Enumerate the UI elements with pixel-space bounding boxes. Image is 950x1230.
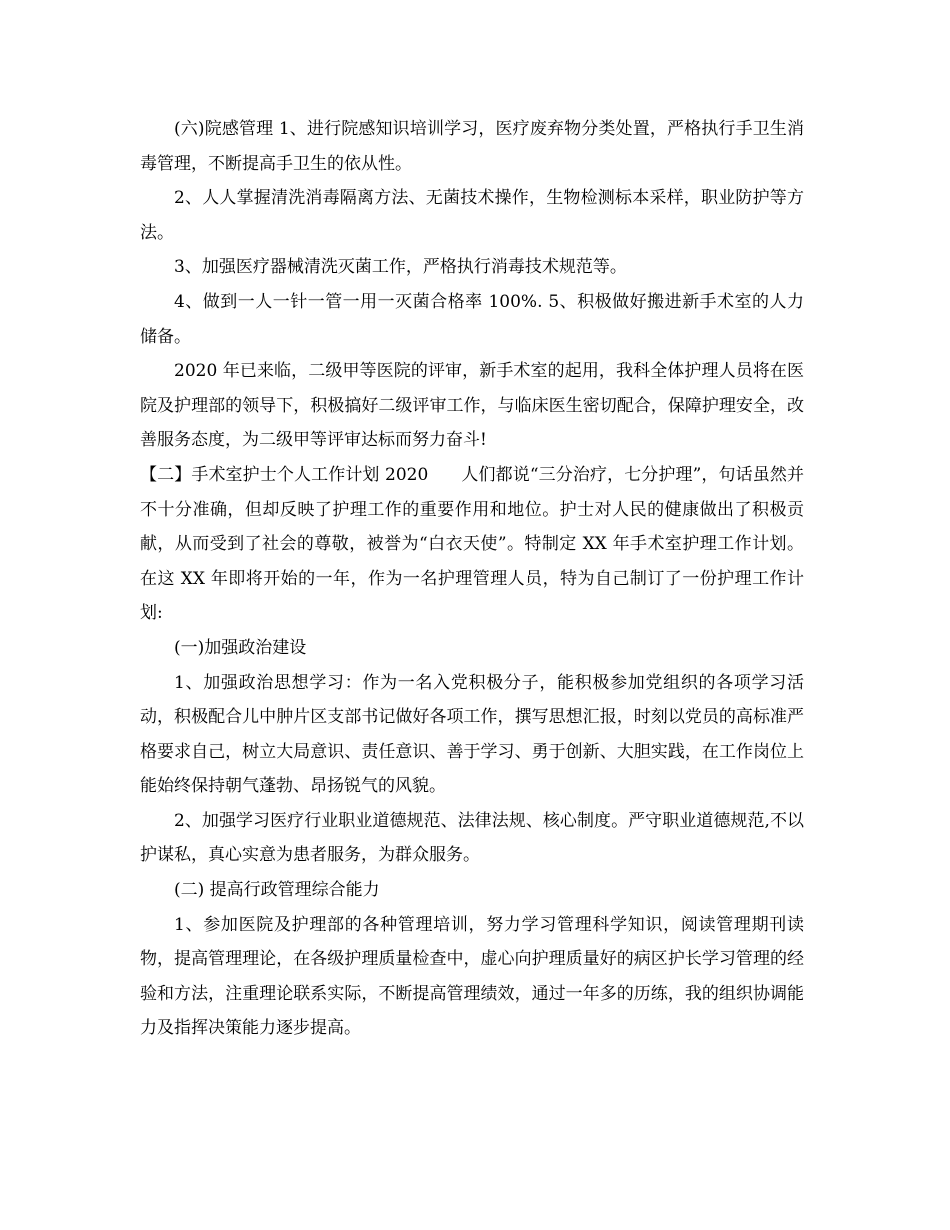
paragraph-political-heading: (一)加强政治建设: [174, 637, 307, 658]
paragraph-ethics-study: 2、加强学习医疗行业职业道德规范、法律法规、核心制度。严守职业道德规范,不以护谋私，真心实意为患者服务，为群众服务。: [140, 810, 804, 866]
paragraph-political-study: 1、加强政治思想学习：作为一名入党积极分子，能积极参加党组织的各项学习活动，积极配合儿中肿片区支部书记做好各项工作，撰写思想汇报，时刻以党员的高标准严格要求自己，树立大局意识、责任意识、善于学习、勇于创新、大胆实践，在工作岗位上能始终保持朝气蓬勃、昂扬锐气的风貌。: [140, 672, 804, 797]
paragraph-management-heading: (二) 提高行政管理综合能力: [174, 880, 380, 901]
document-body: [140, 112, 804, 1046]
paragraph-2020-outlook: 2020 年已来临，二级甲等医院的评审，新手术室的起用，我科全体护理人员将在医院及护理部的领导下，积极搞好二级评审工作，与临床医生密切配合，保障护理安全，改善服务态度，为二级甲等评审达标而努力奋斗!: [140, 361, 804, 451]
paragraph-section-two-heading: 【二】手术室护士个人工作计划 2020 人们都说“三分治疗，七分护理”，句话虽然并不十分准确，但却反映了护理工作的重要作用和地位。护士对人民的健康做出了积极贡献，从而受到了社会的尊敬，被誉为“白衣天使”。特制定 XX 年手术室护理工作计划。在这 XX 年即将开始的一年，作为一名护理管理人员，特为自己制订了一份护理工作计划:: [140, 464, 804, 624]
paragraph-instrument-sterilization: 3、加强医疗器械清洗灭菌工作，严格执行消毒技术规范等。: [174, 257, 627, 278]
paragraph-management-training: 1、参加医院及护理部的各种管理培训，努力学习管理科学知识，阅读管理期刊读物，提高管理理论，在各级护理质量检查中，虚心向护理质量好的病区护长学习管理的经验和方法，注重理论联系实际，不断提高管理绩效，通过一年多的历练，我的组织协调能力及指挥决策能力逐步提高。: [140, 914, 804, 1039]
paragraph-infection-control: (六)院感管理 1、进行院感知识培训学习，医疗废弃物分类处置，严格执行手卫生消毒管理，不断提高手卫生的依从性。: [140, 119, 804, 174]
paragraph-disinfection-methods: 2、人人掌握清洗消毒隔离方法、无菌技术操作，生物检测标本采样，职业防护等方法。: [140, 188, 804, 243]
paragraph-sterilization-rate: 4、做到一人一针一管一用一灭菌合格率 100%. 5、积极做好搬进新手术室的人力储备。: [140, 291, 804, 347]
